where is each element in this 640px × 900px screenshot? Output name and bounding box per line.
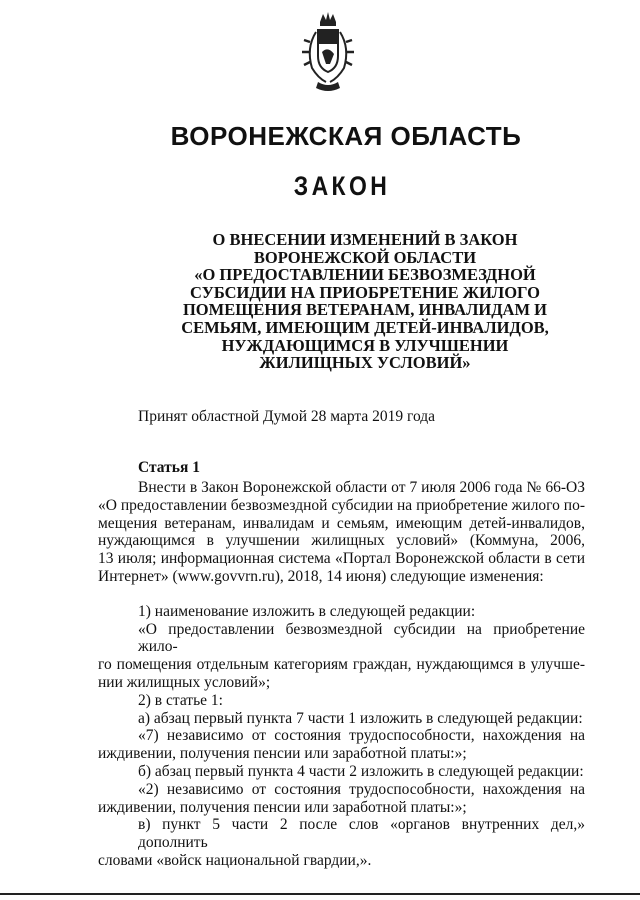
title-line: СУБСИДИИ НА ПРИОБРЕТЕНИЕ ЖИЛОГО <box>190 282 540 302</box>
title-line: СЕМЬЯМ, ИМЕЮЩИМ ДЕТЕЙ-ИНВАЛИДОВ, <box>181 317 549 337</box>
list-item: «О предоставлении безвозмездной субсидии на приобретение жило- <box>138 620 585 656</box>
list-item: «2) независимо от состояния трудоспособности, нахождения на <box>138 780 585 798</box>
list-item: б) абзац первый пункта 4 части 2 изложить в следующей редакции: <box>138 762 584 780</box>
adoption-date: Принят областной Думой 28 марта 2019 года <box>138 408 436 425</box>
title-line: ЖИЛИЩНЫХ УСЛОВИЙ» <box>259 353 471 373</box>
list-item: 2) в статье 1: <box>138 691 223 709</box>
coat-of-arms-emblem <box>300 8 356 96</box>
document-type: ЗАКОН <box>293 171 391 201</box>
list-item: в) пункт 5 части 2 после слов «органов внутренних дел,» дополнить <box>138 816 585 852</box>
paragraph-line: Внести в Закон Воронежской области от 7 июля 2006 года № 66-ОЗ <box>138 479 585 496</box>
list-item: иждивении, получения пенсии или заработной платы:»; <box>98 745 467 763</box>
page-edge-rule <box>0 893 640 895</box>
paragraph-line: 13 июля; информационная система «Портал Воронежской области в сети <box>98 550 585 568</box>
list-item: а) абзац первый пункта 7 части 1 изложить в следующей редакции: <box>138 709 583 727</box>
title-line: ПОМЕЩЕНИЯ ВЕТЕРАНАМ, ИНВАЛИДАМ И <box>182 300 548 320</box>
list-item: иждивении, получения пенсии или заработной платы:»; <box>98 798 467 816</box>
article-heading: Статья 1 <box>138 459 200 476</box>
title-line: НУЖДАЮЩИМСЯ В УЛУЧШЕНИИ <box>221 335 509 355</box>
paragraph-line: Интернет» (www.govvrn.ru), 2018, 14 июня) следующие изменения: <box>98 567 544 585</box>
list-item: «7) независимо от состояния трудоспособности, нахождения на <box>138 727 585 745</box>
article-body <box>98 479 585 870</box>
paragraph-line: мещения ветеранам, инвалидам и семьям, имеющим детей-инвалидов, <box>98 514 585 532</box>
law-title <box>150 231 580 372</box>
paragraph-line: «О предоставлении безвозмездной субсидии на приобретение жилого по- <box>98 496 585 514</box>
list-item: го помещения отдельным категориям граждан, нуждающимся в улучше- <box>98 656 585 674</box>
list-item: нии жилищных условий»; <box>98 673 271 691</box>
paragraph-line: нуждающимся в улучшении жилищных условий» (Коммуна, 2006, <box>98 532 585 550</box>
list-item: словами «войск национальной гвардии,». <box>98 851 372 869</box>
region-name: ВОРОНЕЖСКАЯ ОБЛАСТЬ <box>170 121 522 151</box>
title-line: ВОРОНЕЖСКОЙ ОБЛАСТИ <box>253 247 477 267</box>
list-item: 1) наименование изложить в следующей редакции: <box>138 602 476 620</box>
title-line: «О ПРЕДОСТАВЛЕНИИ БЕЗВОЗМЕЗДНОЙ <box>194 265 536 285</box>
title-line: О ВНЕСЕНИИ ИЗМЕНЕНИЙ В ЗАКОН <box>212 230 518 249</box>
